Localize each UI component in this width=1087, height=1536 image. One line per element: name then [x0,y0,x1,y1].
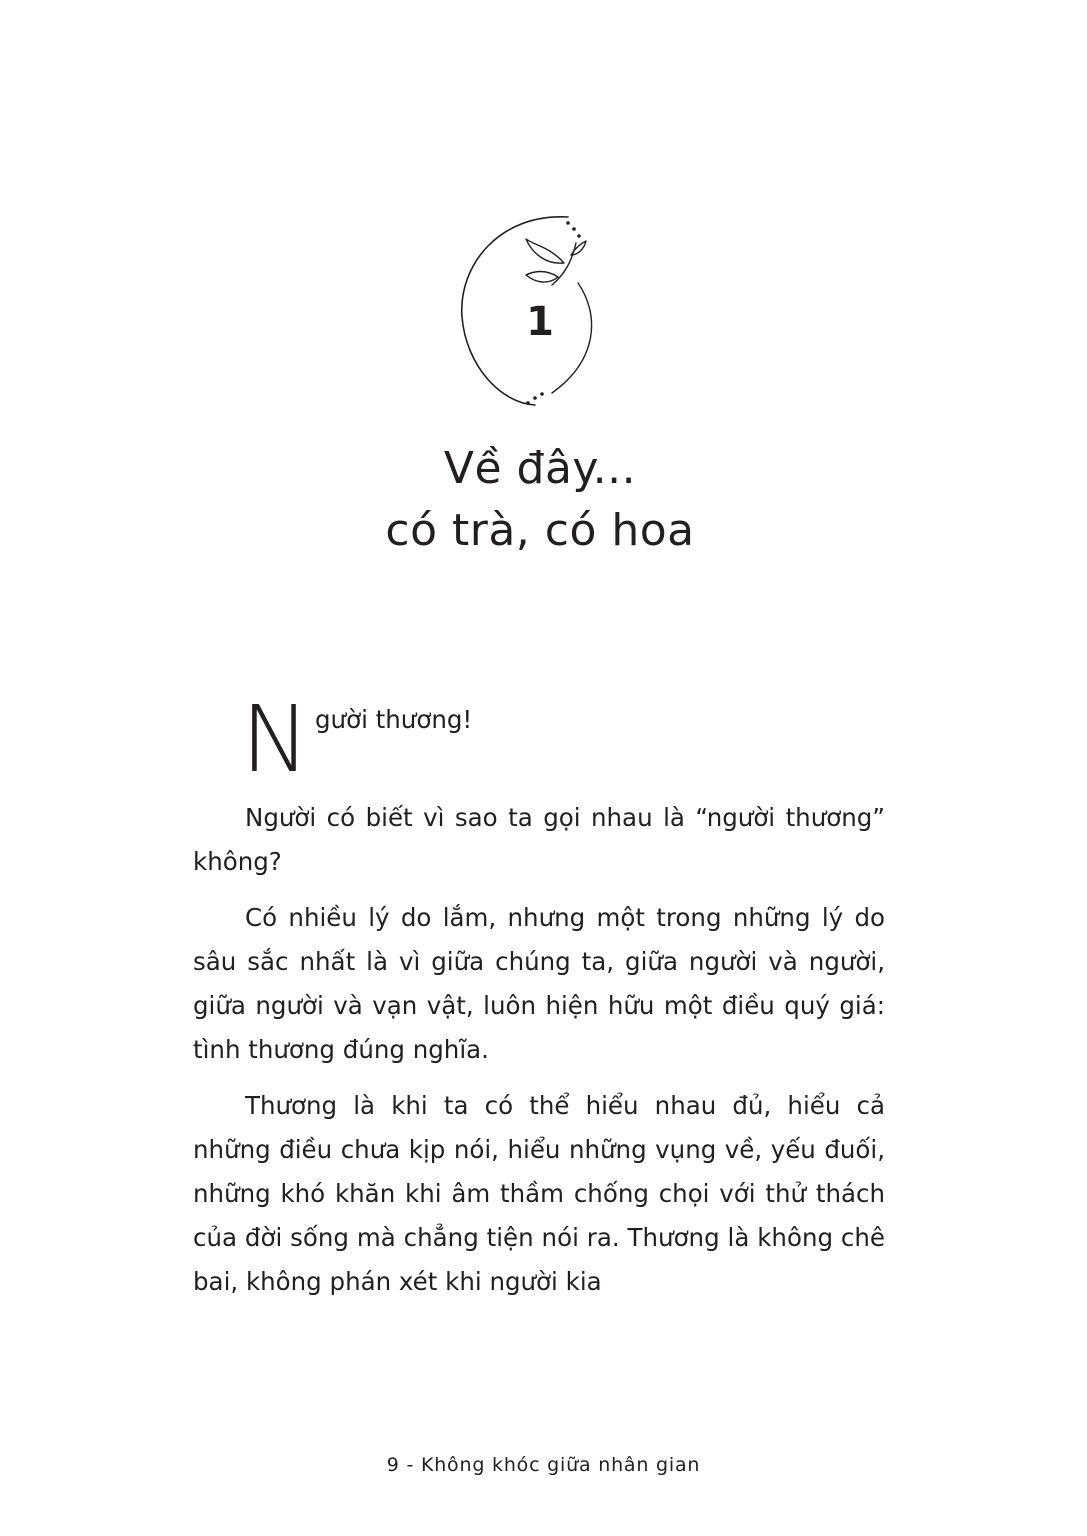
footer-separator: - [399,1454,421,1476]
chapter-title-line-1: Về đây... [443,443,637,494]
chapter-number: 1 [526,299,554,345]
drop-cap: N [241,686,310,793]
body-text [193,686,885,1316]
paragraph: Người có biết vì sao ta gọi nhau là “người thương” không? [193,803,885,876]
page-number: 9 [386,1454,400,1476]
chapter-title-line-2: có trà, có hoa [385,505,695,556]
paragraph: Thương là khi ta có thể hiểu nhau đủ, hiểu cả những điều chưa kịp nói, hiểu những vụng về, yếu đuối, những khó khăn khi âm thầm chống chọi với thử thách của đời sống mà chẳng tiện nói ra. Thương là không chê bai, không phán xét khi người kia [193,1091,885,1296]
paragraph: Có nhiều lý do lắm, nhưng một trong những lý do sâu sắc nhất là vì giữa chúng ta, giữa người và người, giữa người và vạn vật, luôn hiện hữu một điều quý giá: tình thương đúng nghĩa. [193,903,885,1064]
chapter-title [200,438,880,562]
book-title: Không khóc giữa nhân gian [420,1454,701,1476]
page-footer [0,1454,1087,1476]
opening-text: gười thương! [315,705,473,734]
opening-line [193,686,885,793]
